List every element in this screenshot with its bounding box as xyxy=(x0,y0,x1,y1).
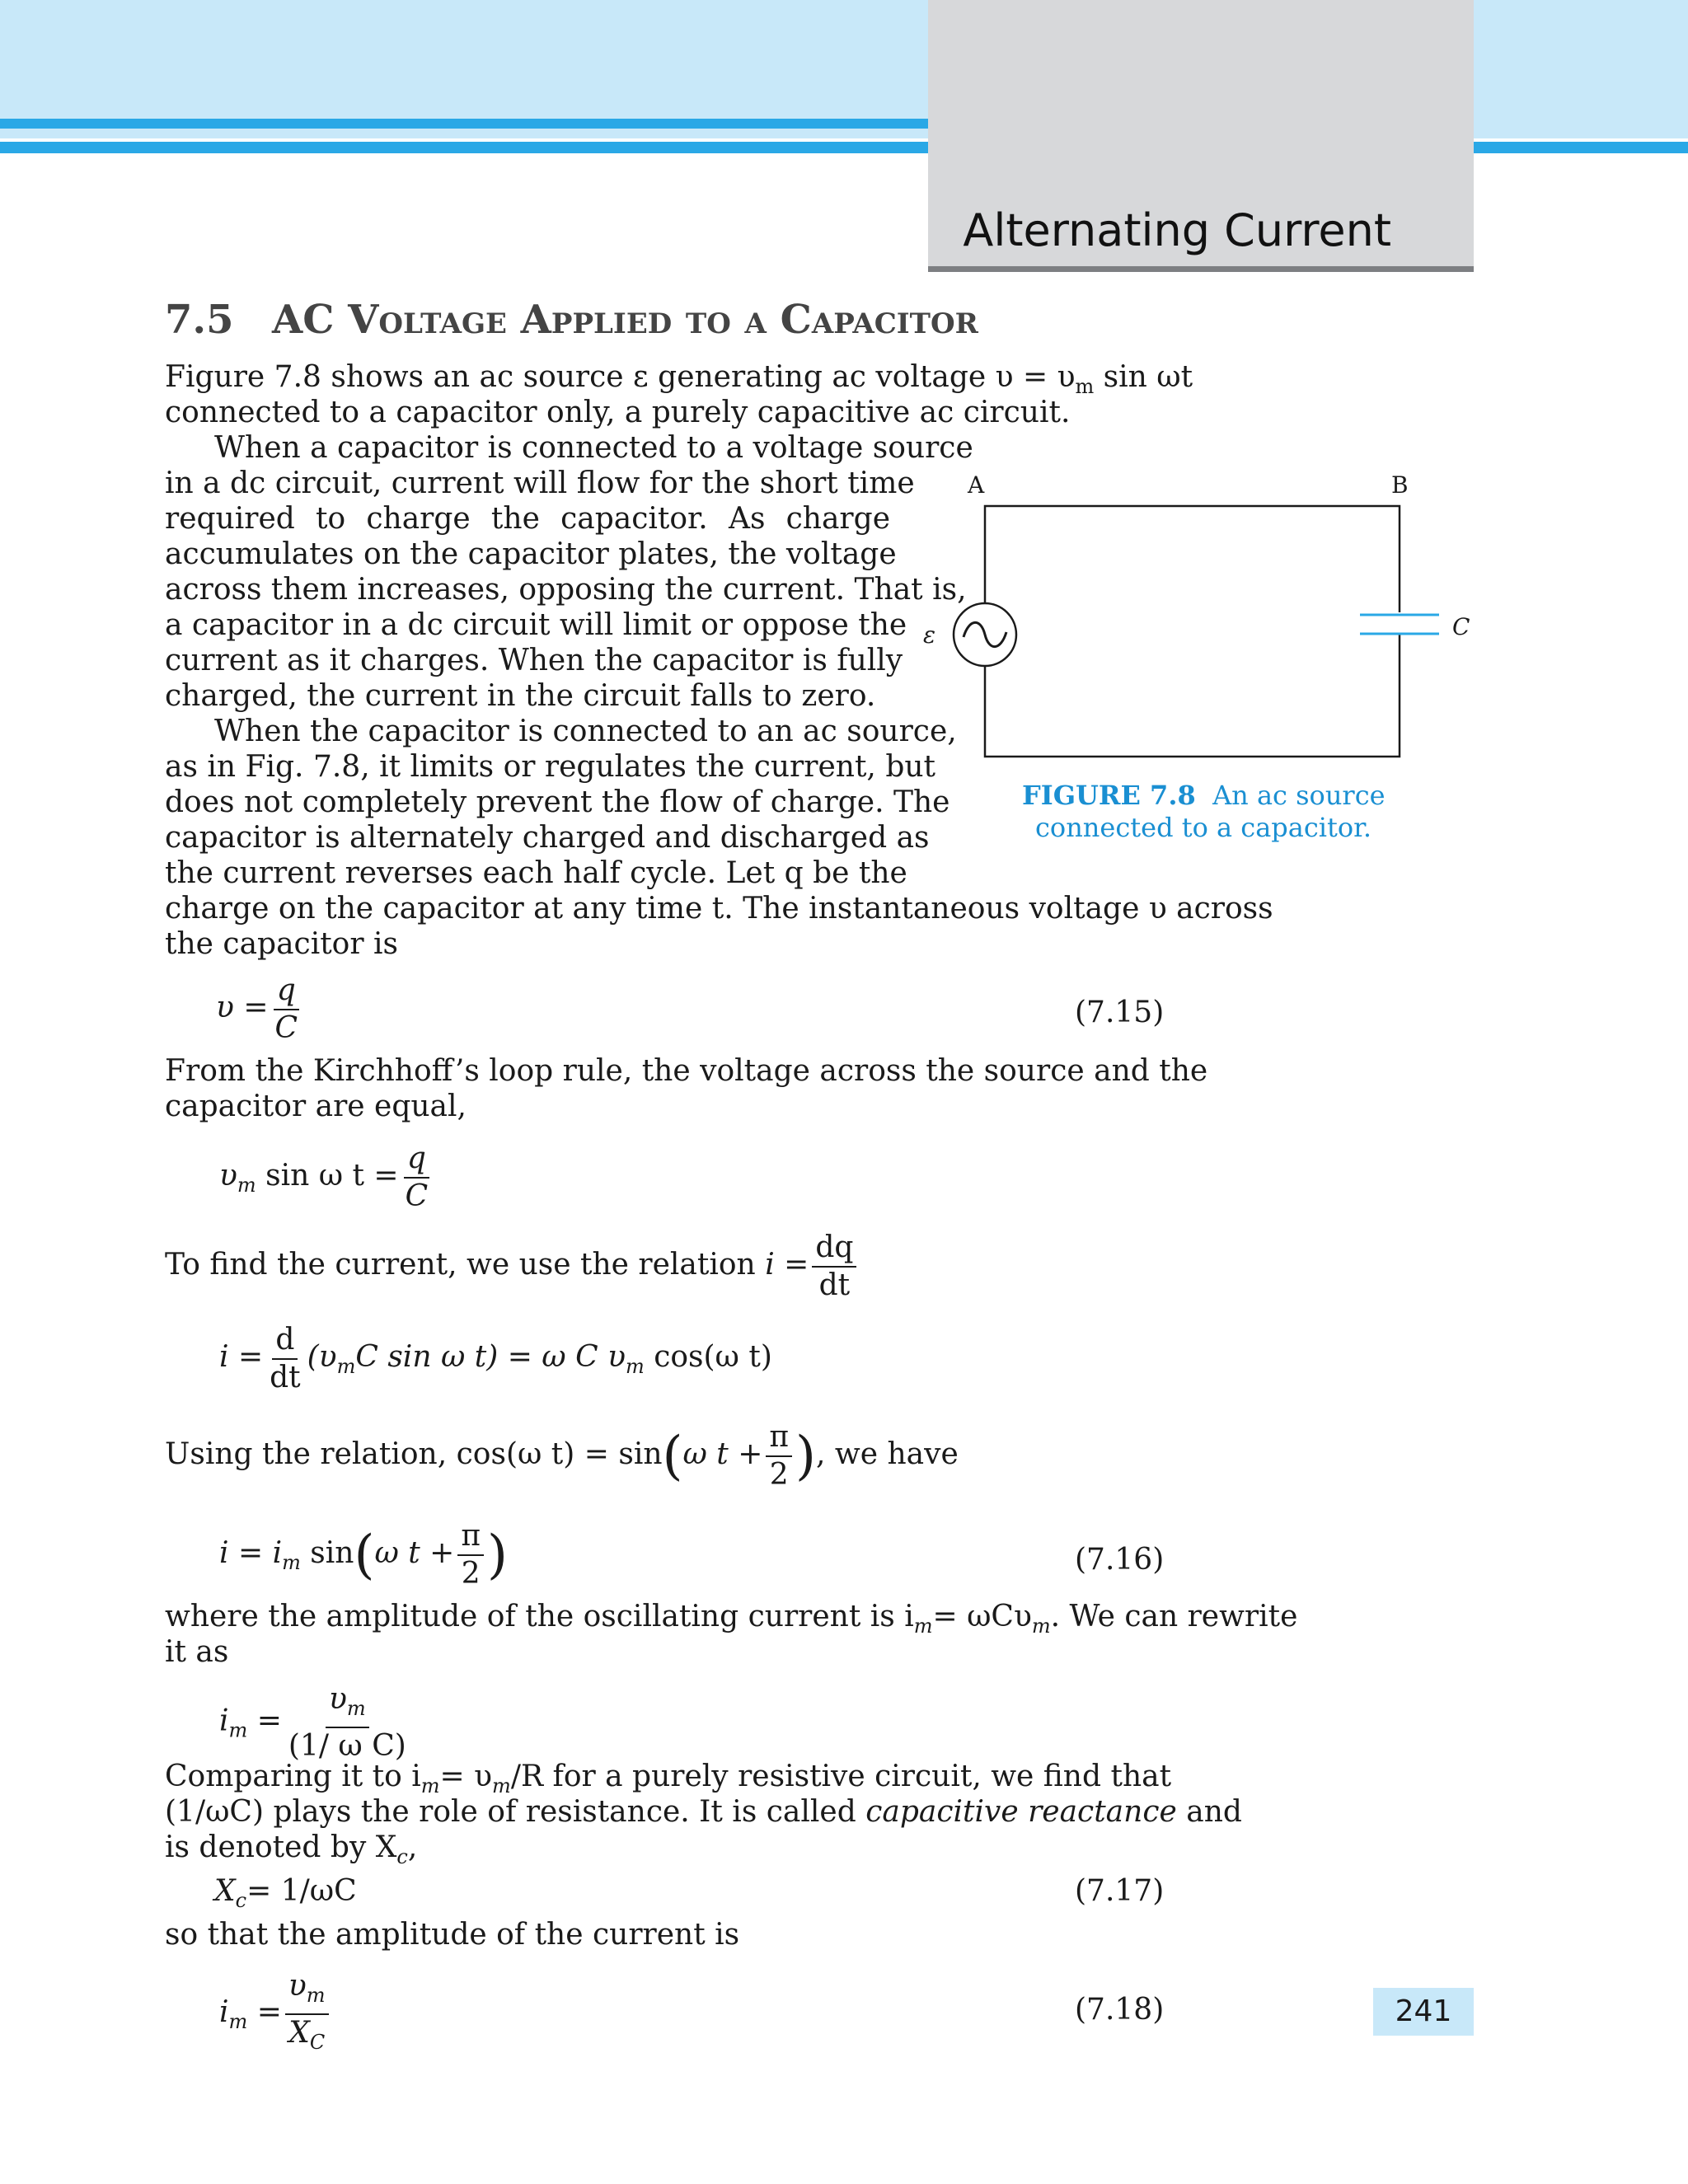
paragraph-line: is denoted by $X_c$, xyxy=(165,1830,418,1868)
emf-label: ε xyxy=(923,621,936,649)
section-title: AC Voltage Applied to a Capacitor xyxy=(272,297,978,343)
paragraph-line: does not completely prevent the flow of charge. The xyxy=(165,785,950,819)
capacitor-label: C xyxy=(1452,613,1470,640)
equation-current-derivative: i = $\frac{d}{dt}$ ($\upsilon_mC$ sin ω t) = ω C $\upsilon_m$ cos(ω t) xyxy=(219,1323,772,1394)
paragraph-line: so that the amplitude of the current is xyxy=(165,1918,740,1952)
circuit-wire-bottom xyxy=(985,635,1400,757)
paragraph-line: where the amplitude of the oscillating current is $i_m= \omega C\upsilon_m$. We can rewrite xyxy=(165,1600,1298,1638)
paragraph-line: Figure 7.8 shows an ac source ε generating ac voltage $\upsilon = \upsilon_m$ sin ωt xyxy=(165,360,1193,398)
paragraph-line: connected to a capacitor only, a purely capacitive ac circuit. xyxy=(165,396,1071,429)
paragraph-line: as in Fig. 7.8, it limits or regulates the current, but xyxy=(165,750,936,784)
paragraph-line: charged, the current in the circuit falls to zero. xyxy=(165,679,876,713)
paragraph-line: When a capacitor is connected to a voltage source xyxy=(214,431,973,465)
node-label-a: A xyxy=(968,471,985,499)
equation-number: (7.15) xyxy=(1075,996,1165,1029)
paragraph-line: current as it charges. When the capacitor is fully xyxy=(165,644,903,677)
equation-7-18: $i_m$ = $\frac{\upsilon_m}{X_C}$ xyxy=(219,1968,332,2060)
equation-7-15: υ = $\frac{q}{C}$ xyxy=(216,973,298,1045)
equation-number: (7.16) xyxy=(1075,1543,1165,1577)
paragraph-line: Comparing it to $i_m= \upsilon_m/R$ for a purely resistive circuit, we find that xyxy=(165,1760,1172,1797)
paragraph-line: charge on the capacitor at any time t. The instantaneous voltage υ across xyxy=(165,892,1273,926)
equation-current-amplitude: $i_m$ = $\frac{\upsilon_m}{\text{(1/ ω C)}}$ xyxy=(219,1682,406,1763)
equation-7-16: $i = i_m$ sin(ω t + $\frac{\pi}{2}$ ) xyxy=(219,1519,508,1591)
equation-number: (7.18) xyxy=(1075,1993,1165,2027)
paragraph-line: When the capacitor is connected to an ac source, xyxy=(214,715,957,748)
circuit-diagram xyxy=(915,470,1492,775)
circuit-wire-top xyxy=(985,506,1400,633)
paragraph-line: the capacitor is xyxy=(165,927,398,961)
header-stripe xyxy=(0,142,928,153)
equation-7-17: $X_c= 1/\omega C$ xyxy=(214,1874,357,1912)
paragraph-line: capacitor is alternately charged and discharged as xyxy=(165,821,930,855)
paragraph-line: capacitor are equal, xyxy=(165,1090,467,1123)
equation-voltage-balance: $\upsilon_m$ sin ω t = $\frac{q}{C}$ xyxy=(219,1141,429,1213)
header-stripe xyxy=(1474,142,1688,153)
figure-caption-line2: connected to a capacitor. xyxy=(1035,812,1372,843)
trig-relation-line: Using the relation, cos(ω t) = sin(ω t + $\frac{\pi}{2}$ ), we have xyxy=(165,1420,959,1492)
paragraph-line: it as xyxy=(165,1635,229,1669)
current-relation-line: To find the current, we use the relation i = $\frac{dq}{dt}$ xyxy=(165,1230,860,1304)
paragraph-line: across them increases, opposing the current. That is, xyxy=(165,573,967,607)
node-label-b: B xyxy=(1391,471,1409,499)
paragraph-line: a capacitor in a dc circuit will limit or oppose the xyxy=(165,608,907,642)
equation-number: (7.17) xyxy=(1075,1874,1165,1908)
paragraph-line: (1/ωC) plays the role of resistance. It is called capacitive reactance and xyxy=(165,1795,1242,1829)
paragraph-line: accumulates on the capacitor plates, the voltage xyxy=(165,537,897,571)
paragraph-line: the current reverses each half cycle. Let q be the xyxy=(165,856,907,890)
paragraph-line: required to charge the capacitor. As charge xyxy=(165,502,890,536)
page-number: 241 xyxy=(1373,1988,1474,2036)
paragraph-line: in a dc circuit, current will flow for the short time xyxy=(165,466,915,500)
chapter-title: Alternating Current xyxy=(963,204,1391,256)
figure-caption: FIGURE 7.8 An ac source xyxy=(1022,780,1386,811)
section-number: 7.5 xyxy=(165,297,234,343)
header-stripe xyxy=(0,119,928,129)
paragraph-line: From the Kirchhoff’s loop rule, the voltage across the source and the xyxy=(165,1054,1208,1088)
